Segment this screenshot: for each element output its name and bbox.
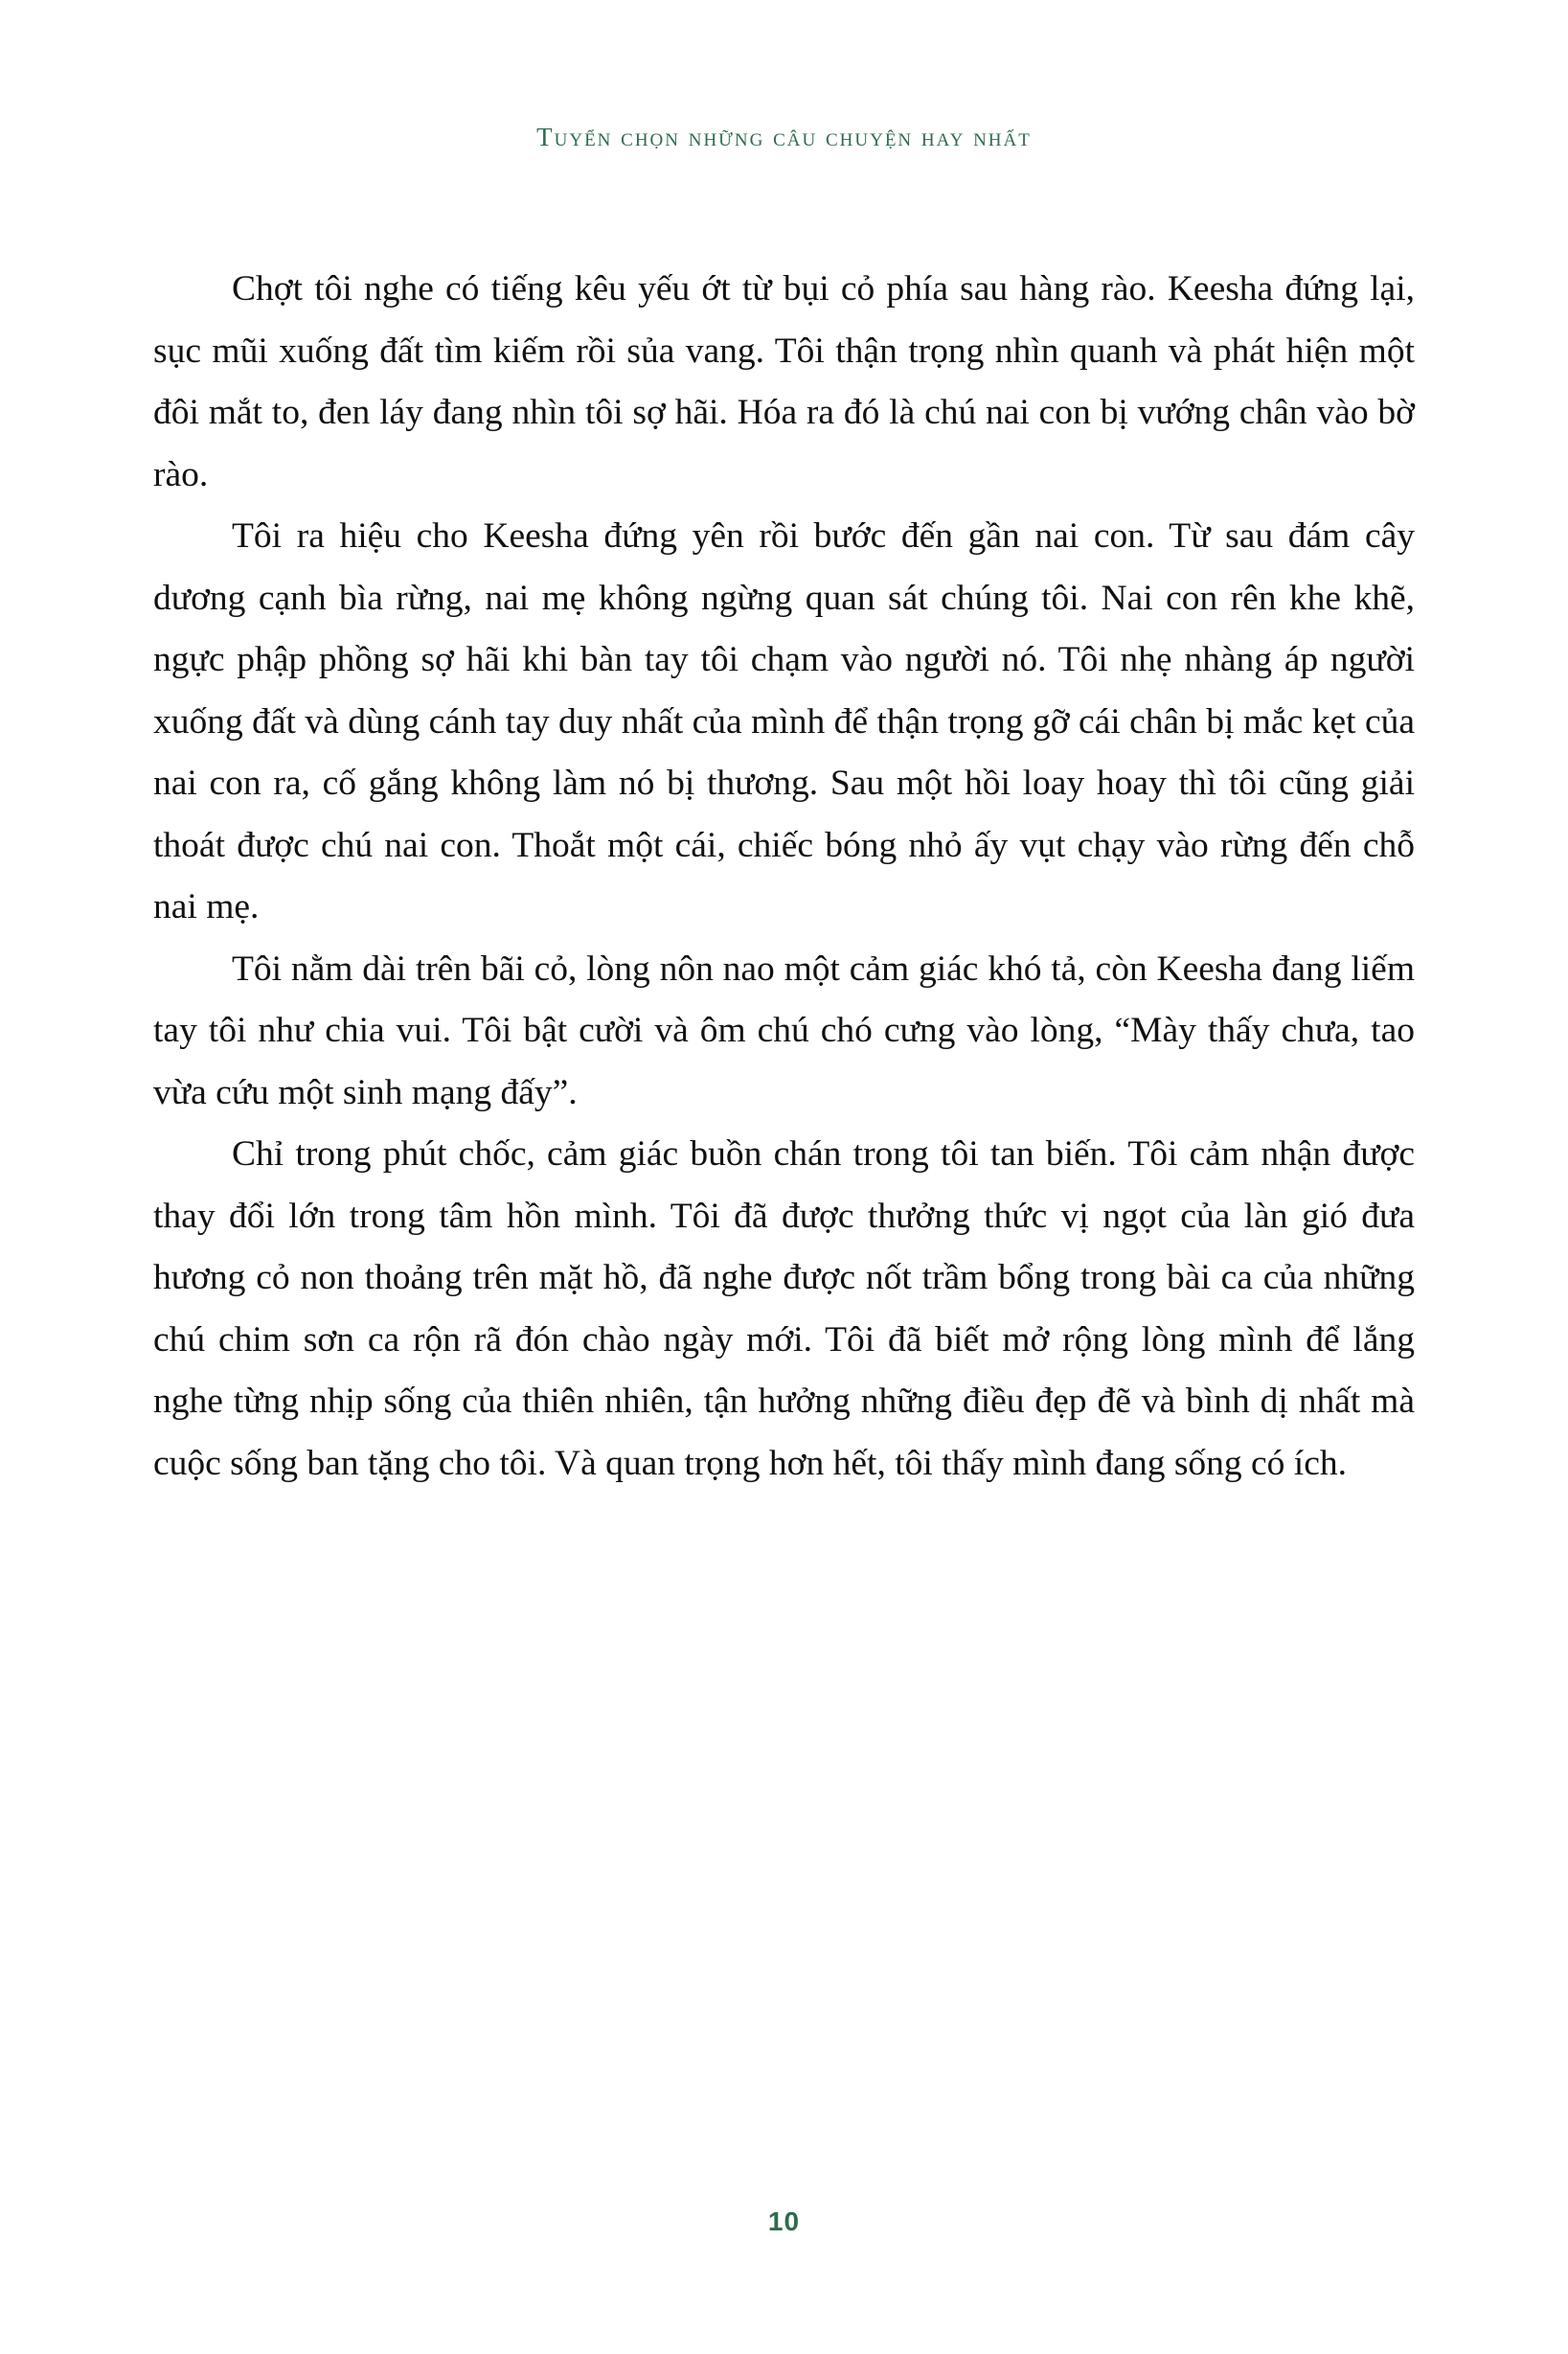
paragraph: Chỉ trong phút chốc, cảm giác buồn chán trong tôi tan biến. Tôi cảm nhận được thay đổi lớn trong tâm hồn mình. Tôi đã được thưởng thức vị ngọt của làn gió đưa hương cỏ non thoảng trên mặt hồ, đã nghe được nốt trầm bổng trong bài ca của những chú chim sơn ca rộn rã đón chào ngày mới. Tôi đã biết mở rộng lòng mình để lắng nghe từng nhịp sống của thiên nhiên, tận hưởng những điều đẹp đẽ và bình dị nhất mà cuộc sống ban tặng cho tôi. Và quan trọng hơn hết, tôi thấy mình đang sống có ích. — [153, 1134, 1415, 1483]
running-head: Tuyển chọn những câu chuyện hay nhất — [536, 123, 1032, 151]
paragraph: Tôi ra hiệu cho Keesha đứng yên rồi bước đến gần nai con. Từ sau đám cây dương cạnh bìa rừng, nai mẹ không ngừng quan sát chúng tôi. Nai con rên khe khẽ, ngực phập phồng sợ hãi khi bàn tay tôi chạm vào người nó. Tôi nhẹ nhàng áp người xuống đất và dùng cánh tay duy nhất của mình để thận trọng gỡ cái chân bị mắc kẹt của nai con ra, cố gắng không làm nó bị thương. Sau một hồi loay hoay thì tôi cũng giải thoát được chú nai con. Thoắt một cái, chiếc bóng nhỏ ấy vụt chạy vào rừng đến chỗ nai mẹ. — [153, 516, 1415, 926]
page-number: 10 — [767, 2206, 801, 2236]
paragraph: Chợt tôi nghe có tiếng kêu yếu ớt từ bụi cỏ phía sau hàng rào. Keesha đứng lại, sục mũi xuống đất tìm kiếm rồi sủa vang. Tôi thận trọng nhìn quanh và phát hiện một đôi mắt to, đen láy đang nhìn tôi sợ hãi. Hóa ra đó là chú nai con bị vướng chân vào bờ rào. — [153, 269, 1415, 494]
body-text — [0, 259, 1568, 1495]
paragraph: Tôi nằm dài trên bãi cỏ, lòng nôn nao một cảm giác khó tả, còn Keesha đang liếm tay tôi như chia vui. Tôi bật cười và ôm chú chó cưng vào lòng, “Mày thấy chưa, tao vừa cứu một sinh mạng đấy”. — [153, 948, 1415, 1112]
